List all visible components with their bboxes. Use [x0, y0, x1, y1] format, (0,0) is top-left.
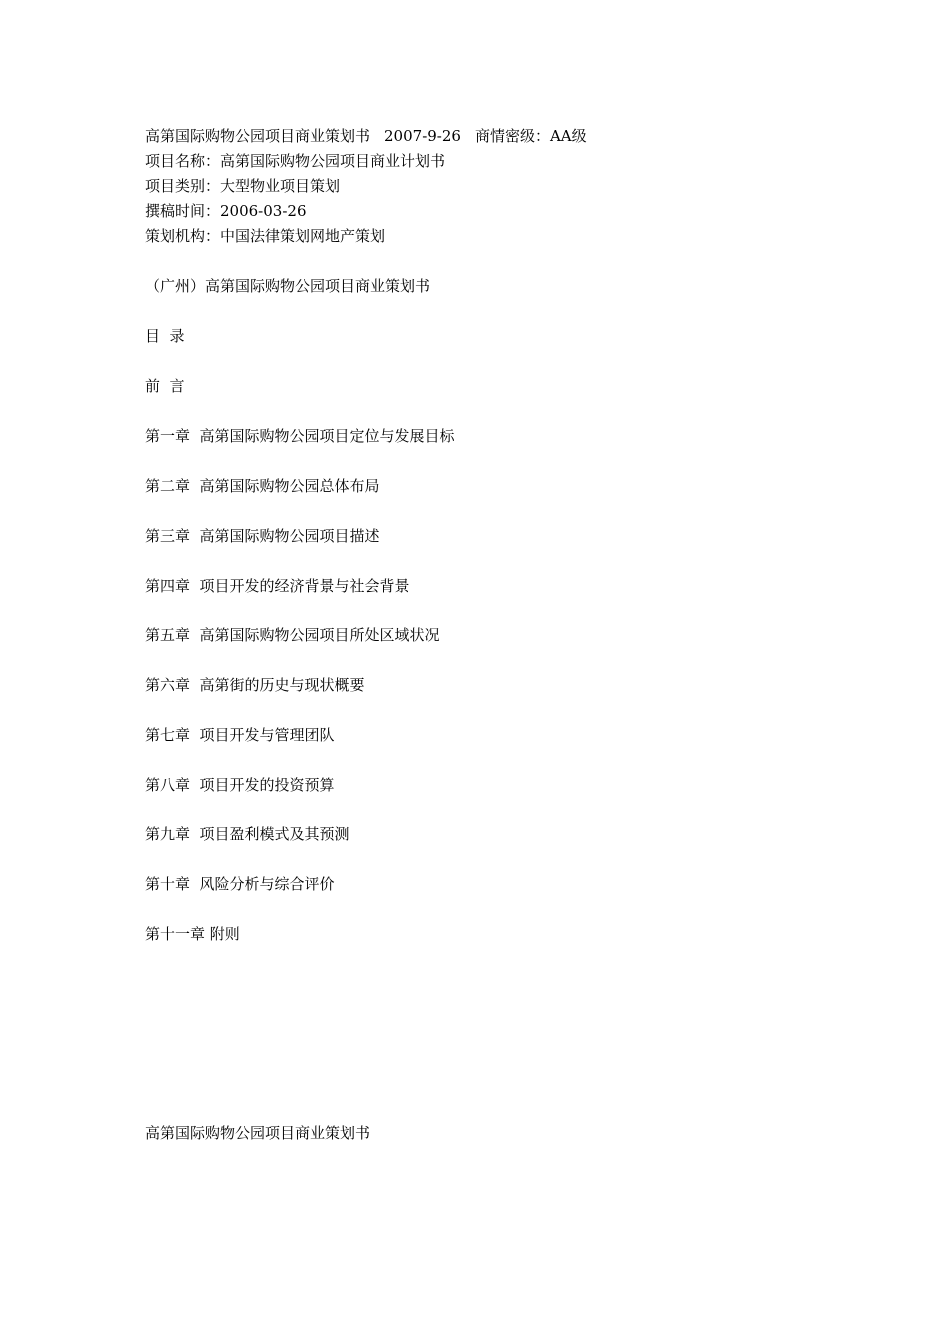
toc-item: 第四章 项目开发的经济背景与社会背景: [145, 577, 410, 595]
toc-item: 第三章 高第国际购物公园项目描述: [145, 527, 380, 545]
toc-item: 第八章 项目开发的投资预算: [145, 776, 335, 794]
header-line: [145, 126, 587, 146]
header-date: 2007-9-26: [384, 127, 461, 145]
toc-item: 第十章 风险分析与综合评价: [145, 875, 335, 893]
agency: 策划机构：中国法律策划网地产策划: [145, 227, 386, 245]
toc-item: 第六章 高第街的历史与现状概要: [145, 676, 365, 694]
footer-title: 高第国际购物公园项目商业策划书: [145, 1124, 371, 1142]
toc-item: 第九章 项目盈利模式及其预测: [145, 825, 350, 843]
project-type: 项目类别：大型物业项目策划: [145, 177, 341, 195]
toc-item: 第十一章 附则: [145, 925, 240, 943]
header-title: 高第国际购物公园项目商业策划书: [145, 127, 371, 145]
header-level: 商情密级：AA级: [474, 127, 587, 145]
toc-heading: 目 录: [145, 327, 185, 345]
toc-item: 第五章 高第国际购物公园项目所处区域状况: [145, 626, 440, 644]
toc-item: 前 言: [145, 377, 185, 395]
project-name: 项目名称：高第国际购物公园项目商业计划书: [145, 152, 446, 170]
written-time: 撰稿时间：2006-03-26: [145, 202, 307, 220]
document-title: （广州）高第国际购物公园项目商业策划书: [145, 277, 431, 295]
toc-item: 第一章 高第国际购物公园项目定位与发展目标: [145, 427, 455, 445]
toc-item: 第七章 项目开发与管理团队: [145, 726, 335, 744]
toc-item: 第二章 高第国际购物公园总体布局: [145, 477, 380, 495]
